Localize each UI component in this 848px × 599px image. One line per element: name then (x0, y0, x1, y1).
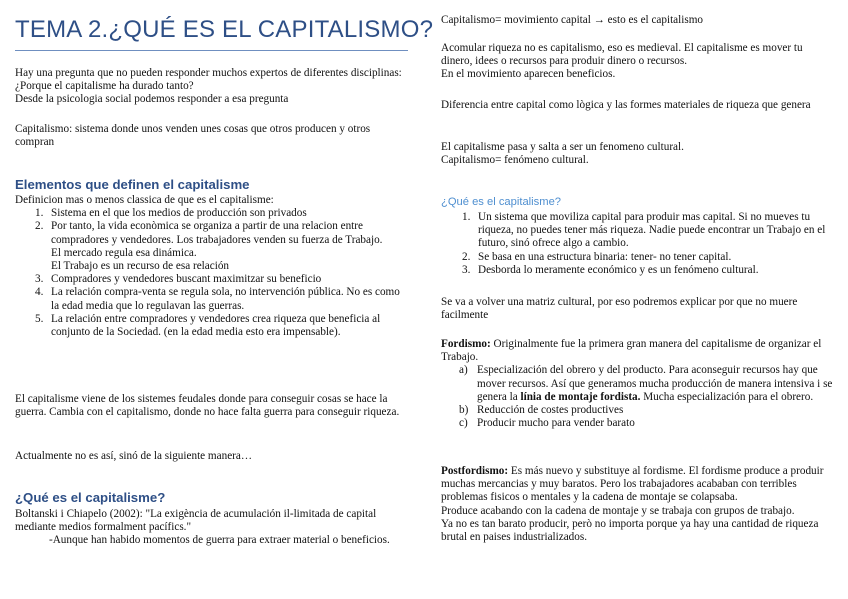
cultural-paragraph (441, 141, 833, 167)
definition-text: Capitalismo: sistema donde unos venden unes cosas que otros producen y otros compran (15, 123, 371, 149)
title-underline (15, 50, 408, 51)
list-item: 5. La relación entre compradores y vendedores crea riqueza que beneficia al conjunto de la Sociedad. (en la edad media esto era impensable). (35, 312, 381, 339)
definition-paragraph (15, 123, 410, 149)
feudal-text: El capitalisme viene de los sistemes feudales donde para conseguir cosas se hace la guerra. Cambia con el capitalismo, donde no hace falta guerra para conseguir riqueza. (15, 393, 400, 419)
quote-text: Boltanski i Chiapelo (2002): "La exigència de acumulación il-limitada de capital mediante medios formalment pacífics." (15, 508, 377, 534)
capital-movement-paragraph (441, 14, 833, 27)
actualmente-text: Actualmente no es así, sinó de la siguiente manera… (15, 450, 253, 462)
page-title: TEMA 2.¿QUÉ ES EL CAPITALISMO? (15, 16, 434, 43)
cultural-text-1: El capitalisme pasa y salta a ser un fenomeno cultural. (441, 141, 684, 153)
quote-block (15, 508, 410, 548)
section1-body (15, 194, 410, 339)
intro-paragraph (15, 67, 410, 107)
postfordismo-text-2: Produce acabando con la cadena de montaje y se trabaja con grupos de trabajo. (441, 504, 795, 517)
list-item: a) Especialización del obrero y del producto. Para aconseguir recursos hay que mover recursos. Así que generamos mucha producción de manera intensiva i se genera la línia de montaje fordista. Mucha especialización para el obrero. (459, 364, 833, 403)
acumular-text: Acomular riqueza no es capitalismo, eso es medieval. El capitalisme es mover tu dinero, idees o recursos para produir dinero o recursos. (441, 42, 803, 68)
fordismo-paragraph (441, 338, 833, 364)
capital-movement-text: Capitalismo= movimiento capital → esto es el capitalismo (441, 14, 704, 26)
diferencia-paragraph (441, 99, 833, 112)
postfordismo-paragraph (441, 465, 833, 505)
cultural-text-2: Capitalismo= fenómeno cultural. (441, 154, 589, 167)
que-es-list-block (441, 211, 833, 277)
postfordismo-text-3: Ya no es tan barato producir, però no importa porque ya hay una cantidad de riqueza brutal en paises industrializados. (441, 517, 819, 544)
fordismo-text: Originalmente fue la primera gran manera del capitalisme de organizar el Trabajo. (441, 338, 822, 364)
section1-intro: Definicion mas o menos classica de que es el capitalisme: (15, 194, 274, 206)
matriz-paragraph (441, 296, 833, 322)
list-item: 4. La relación compra-venta se regula sola, no intervención pública. No es como la edad media que lo regulavan las guerras. (35, 286, 400, 312)
section-heading-elementos: Elementos que definen el capitalisme (15, 177, 250, 192)
intro-line-2: Desde la psicologia social podemos responder a esa pregunta (15, 93, 289, 106)
diferencia-text: Diferencia entre capital como lògica y las formes materiales de riqueza que genera (441, 99, 811, 111)
beneficios-text: En el movimiento aparecen beneficios. (441, 68, 616, 81)
fordismo-label: Fordismo: (441, 338, 491, 350)
postfordismo-text: Es más nuevo y substituye al fordisme. El fordisme produce a produir muchas mercancias y muy baratos. Pero los trabajadores acababan con terribles problemas fisicos o mentales y la cadena de montaje se colapsaba. (441, 465, 824, 504)
postfordismo-label: Postfordismo: (441, 465, 509, 477)
section-heading-que-es: ¿Qué es el capitalisme? (15, 490, 166, 505)
list-item: 2. Se basa en una estructura binaria: tener- no tener capital. (462, 250, 732, 263)
quote-note: -Aunque han habido momentos de guerra para extraer material o beneficios. (49, 534, 390, 547)
list-item: b) Reducción de costes productives (459, 404, 624, 417)
list-item: 3. Compradores y vendedores buscant maximitzar su beneficio (35, 273, 322, 286)
elements-list (35, 207, 410, 339)
feudal-paragraph (15, 393, 410, 419)
fordismo-block (441, 338, 833, 430)
list-item: 1. Un sistema que moviliza capital para produir mas capital. Si no mueves tu riqueza, no puedes tener más riqueza. Nadie puede encontrar un Trabajo en el futuro, sinó ofrece algo a cambio. (462, 211, 826, 250)
que-es-list (462, 211, 833, 277)
list-item: 2. Por tanto, la vida econòmica se organiza a partir de una relacion entre compradores y vendedores. Los trabajadores venden su fuerza de Trabajo. El mercado regula esa dinámica. El Trabajo es un recurso de esa relación (35, 220, 383, 273)
matriz-text: Se va a volver una matriz cultural, por eso podremos explicar por que no muere facilmente (441, 296, 798, 322)
subheading-que-es: ¿Qué es el capitalisme? (441, 196, 562, 208)
postfordismo-block (441, 465, 833, 544)
intro-line-1: Hay una pregunta que no pueden responder muchos expertos de diferentes disciplinas: ¿Porque el capitalisme ha durado tanto? (15, 67, 402, 93)
acumular-paragraph (441, 42, 833, 82)
fordismo-list (459, 364, 833, 430)
list-item: 3. Desborda lo meramente económico y es un fenómeno cultural. (462, 263, 759, 276)
linea-montaje-bold: línia de montaje fordista. (520, 390, 641, 403)
list-item: 1. Sistema en el que los medios de producción son privados (35, 207, 307, 220)
list-item: c) Producir mucho para vender barato (459, 417, 635, 430)
actualmente-paragraph (15, 450, 410, 463)
